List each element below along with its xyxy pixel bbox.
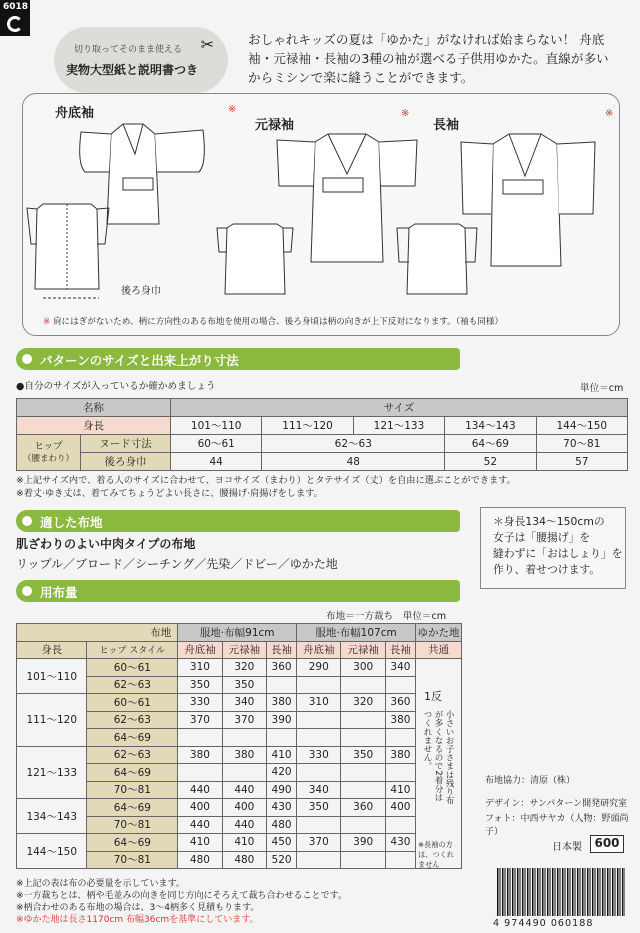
amount-cell: 370 xyxy=(178,711,222,729)
hip-label: ヒップ （腰まわり） xyxy=(17,435,81,471)
amount-cell xyxy=(341,781,385,799)
amount-cell xyxy=(222,764,266,782)
th-style: 元禄袖 xyxy=(341,641,385,659)
amount-cell xyxy=(341,711,385,729)
yukata-vertical-note: 小さいお子さまは残り布が多くなるので2着分はつくれません。 xyxy=(422,710,454,805)
amount-cell: 380 xyxy=(178,746,222,764)
size-check-text: ●自分のサイズが入っているか確かめましょう xyxy=(16,381,216,392)
height-cell: 134〜143 xyxy=(17,799,87,834)
amount-cell: 360 xyxy=(267,659,297,677)
barcode xyxy=(497,868,625,916)
amount-cell xyxy=(341,676,385,694)
amount-cell: 450 xyxy=(267,834,297,852)
hip-cell: 70〜81 xyxy=(87,851,178,869)
table-row xyxy=(17,694,462,712)
sleeve-label-nagasode: 長袖 xyxy=(433,118,460,133)
amount-cell: 410 xyxy=(222,834,266,852)
amount-cell: 310 xyxy=(297,694,341,712)
yukata-amount: 1反 xyxy=(424,690,442,703)
size-cell: 64〜69 xyxy=(445,435,536,453)
amount-cell: 350 xyxy=(341,746,385,764)
long-sleeve-note: ※長袖の方は、つくれません xyxy=(418,840,454,869)
height-cell: 144〜150 xyxy=(17,834,87,869)
amount-cell: 360 xyxy=(385,694,415,712)
back-width-label: 後ろ身巾 xyxy=(121,286,161,297)
amount-cell: 400 xyxy=(385,799,415,817)
amount-cell: 380 xyxy=(267,694,297,712)
amount-cell: 350 xyxy=(297,799,341,817)
hip-cell: 62〜63 xyxy=(87,711,178,729)
amount-cell: 400 xyxy=(178,799,222,817)
th-name: 名称 xyxy=(17,399,171,417)
sleeve-label-funazoko: 舟底袖 xyxy=(55,106,95,121)
amount-cell: 380 xyxy=(385,711,415,729)
amount-cell: 390 xyxy=(267,711,297,729)
scissors-icon: ✂ xyxy=(200,35,214,54)
product-code-tab xyxy=(0,0,30,36)
hip-cell: 64〜69 xyxy=(87,834,178,852)
th-style: 長袖 xyxy=(267,641,297,659)
amount-cell: 350 xyxy=(178,676,222,694)
amount-cell: 410 xyxy=(178,834,222,852)
amount-cell xyxy=(267,729,297,747)
hip-cell: 60〜61 xyxy=(87,694,178,712)
size-cell: 62〜63 xyxy=(262,435,445,453)
amount-cell xyxy=(341,851,385,869)
amount-cell: 440 xyxy=(222,781,266,799)
th-height: 身長 xyxy=(17,641,87,659)
price: 600 xyxy=(590,835,624,853)
size-notes: ※上記サイズ内で、着る人のサイズに合わせて、ヨコサイズ（まわり）とタテサイズ（丈）を自由に選ぶことができます。 ※着丈·ゆき丈は、着てみてちょうどよい長さに、腰揚げ·肩揚げをします。 xyxy=(16,475,516,499)
marker-1: ※ xyxy=(228,104,237,115)
section-header-sizes xyxy=(16,348,460,370)
th-style: 長袖 xyxy=(385,641,415,659)
amount-cell: 360 xyxy=(341,799,385,817)
amount-cell xyxy=(297,816,341,834)
amount-cell xyxy=(385,816,415,834)
amount-cell: 320 xyxy=(341,694,385,712)
amount-cell: 300 xyxy=(341,659,385,677)
size-table xyxy=(16,398,628,471)
amount-cell xyxy=(267,676,297,694)
amount-cell: 370 xyxy=(297,834,341,852)
size-cell: 70〜81 xyxy=(536,435,627,453)
hip-cell: 64〜69 xyxy=(87,799,178,817)
amount-cell: 410 xyxy=(385,781,415,799)
amount-cell: 330 xyxy=(178,694,222,712)
th-size: サイズ xyxy=(171,399,628,417)
amount-cell: 410 xyxy=(267,746,297,764)
amount-cell xyxy=(385,764,415,782)
amount-cell xyxy=(385,729,415,747)
fabric-list: リップル／ブロード／シーチング／先染／ドビー／ゆかた地 xyxy=(16,557,338,571)
badge-line2: 実物大型紙と説明書つき xyxy=(66,63,199,77)
hip-cell: 70〜81 xyxy=(87,781,178,799)
hip-cell: 62〜63 xyxy=(87,746,178,764)
made-in: 日本製 xyxy=(552,842,582,853)
credit-photo: フォト：中西サヤカ（人物：野頭尚子） xyxy=(485,814,629,837)
size-unit: 単位＝cm xyxy=(580,383,624,394)
section-title: パターンのサイズと出来上がり寸法 xyxy=(40,353,239,368)
size-cell: 44 xyxy=(171,453,262,471)
amount-cell: 440 xyxy=(222,816,266,834)
height-cell: 111〜120 xyxy=(17,694,87,747)
hip-cell: 60〜61 xyxy=(87,659,178,677)
size-cell: 52 xyxy=(445,453,536,471)
amount-cell: 340 xyxy=(385,659,415,677)
amount-cell xyxy=(178,764,222,782)
bullet-icon xyxy=(22,354,32,364)
size-cell: 111〜120 xyxy=(262,417,353,435)
credit-design: デザイン：サンパターン開発研究室 xyxy=(485,799,628,809)
hip-cell: 62〜63 xyxy=(87,676,178,694)
th-hip-style: ヒップ スタイル xyxy=(87,641,178,659)
table-row xyxy=(17,799,462,817)
amount-cell xyxy=(341,729,385,747)
size-cell: 60〜61 xyxy=(171,435,262,453)
bullet-icon xyxy=(22,586,32,596)
amount-cell: 490 xyxy=(267,781,297,799)
size-cell: 101〜110 xyxy=(171,417,262,435)
intro-text: おしゃれキッズの夏は「ゆかた」がなければ始まらない！ 舟底袖・元禄袖・長袖の3種の袖が選べる子供用ゆかた。直線が多いからミシンで楽に縫うことができます。 xyxy=(248,32,609,85)
table-row xyxy=(17,746,462,764)
bullet-icon xyxy=(22,516,32,526)
table-row xyxy=(17,834,462,852)
kimono-illustrations xyxy=(23,94,621,309)
hip-cell: 70〜81 xyxy=(87,816,178,834)
product-code: 6018 xyxy=(3,2,29,12)
illustration-panel xyxy=(22,93,620,336)
amount-cell: 480 xyxy=(178,851,222,869)
brand-logo-icon xyxy=(7,16,23,32)
amount-cell xyxy=(297,851,341,869)
th-91: 服地·布幅91cm xyxy=(178,624,297,642)
row-label-height: 身長 xyxy=(17,417,171,435)
marker-2: ※ xyxy=(401,108,410,119)
amount-notes: ※上記の表は布の必要量を示しています。 ※一方裁ちとは、柄や毛並みの向きを同じ方向にそろえて裁ち合わせることです。 ※柄合わせのある布地の場合は、3〜4柄多く見積もります。 ※ゆかた地は長さ1170cm 布幅36cmを基準にしています。 xyxy=(16,879,347,925)
amount-cell xyxy=(178,729,222,747)
amount-cell: 440 xyxy=(178,781,222,799)
amount-cell xyxy=(297,711,341,729)
amount-cell xyxy=(222,729,266,747)
badge-line1: 切り取ってそのまま使える xyxy=(74,45,183,55)
th-107: 服地·布幅107cm xyxy=(297,624,416,642)
amount-cell: 310 xyxy=(178,659,222,677)
amount-cell: 320 xyxy=(222,659,266,677)
amount-cell: 350 xyxy=(222,676,266,694)
th-style: 共通 xyxy=(416,641,462,659)
amount-cell xyxy=(341,764,385,782)
amount-cell: 400 xyxy=(222,799,266,817)
section-title: 用布量 xyxy=(40,585,78,600)
size-cell: 121〜133 xyxy=(353,417,444,435)
height-cell: 121〜133 xyxy=(17,746,87,799)
amount-cell xyxy=(297,729,341,747)
amount-cell: 420 xyxy=(267,764,297,782)
credit-cooperation: 布地協力：清原（株） xyxy=(485,776,576,786)
section-header-fabric xyxy=(16,510,460,532)
amount-cell xyxy=(385,676,415,694)
th-cloth: 布地 xyxy=(17,624,178,642)
th-yukata: ゆかた地 xyxy=(416,624,462,642)
amount-cell: 290 xyxy=(297,659,341,677)
amount-cell: 380 xyxy=(385,746,415,764)
marker-3: ※ xyxy=(605,108,614,119)
sleeve-label-genroku: 元禄袖 xyxy=(255,118,295,133)
amount-cell xyxy=(385,851,415,869)
row-label-nude: ヌード寸法 xyxy=(81,435,171,453)
amount-cell: 380 xyxy=(222,746,266,764)
amount-cell: 390 xyxy=(341,834,385,852)
amount-cell xyxy=(341,816,385,834)
table-row xyxy=(17,659,462,677)
th-style: 元禄袖 xyxy=(222,641,266,659)
amount-cell xyxy=(297,764,341,782)
section-title: 適した布地 xyxy=(40,515,103,530)
amount-cell: 340 xyxy=(222,694,266,712)
size-cell: 144〜150 xyxy=(536,417,627,435)
illustration-note: ※ 肩にはぎがないため、柄に方向性のある布地を使用の場合、後ろ身頃は柄の向きが上下反対になります。（袖も同様） xyxy=(43,317,504,327)
size-cell: 57 xyxy=(536,453,627,471)
amount-cell: 520 xyxy=(267,851,297,869)
amount-cell: 340 xyxy=(297,781,341,799)
hip-cell: 64〜69 xyxy=(87,729,178,747)
pattern-badge xyxy=(54,27,228,93)
side-note-box: ＊身長134〜150cmの 女子は「腰揚げ」を 縫わずに「おはしょり」を 作り、着せつけます。 xyxy=(480,507,626,589)
row-label-back: 後ろ身巾 xyxy=(81,453,171,471)
fabric-subtitle: 肌ざわりのよい中肉タイプの布地 xyxy=(16,537,196,551)
hip-cell: 64〜69 xyxy=(87,764,178,782)
amount-cell: 430 xyxy=(385,834,415,852)
fabric-amount-table xyxy=(16,623,462,869)
size-cell: 134〜143 xyxy=(445,417,536,435)
barcode-number: 4 974490 060188 xyxy=(493,918,594,929)
th-style: 舟底袖 xyxy=(297,641,341,659)
amount-cell: 370 xyxy=(222,711,266,729)
section-header-amount xyxy=(16,580,460,602)
size-cell: 48 xyxy=(262,453,445,471)
amount-cell: 440 xyxy=(178,816,222,834)
amount-cell: 430 xyxy=(267,799,297,817)
th-style: 舟底袖 xyxy=(178,641,222,659)
amount-cell: 480 xyxy=(222,851,266,869)
amount-cell xyxy=(297,676,341,694)
amount-cell: 330 xyxy=(297,746,341,764)
amount-unit: 布地＝一方裁ち 単位＝cm xyxy=(326,611,447,622)
amount-cell: 480 xyxy=(267,816,297,834)
height-cell: 101〜110 xyxy=(17,659,87,694)
